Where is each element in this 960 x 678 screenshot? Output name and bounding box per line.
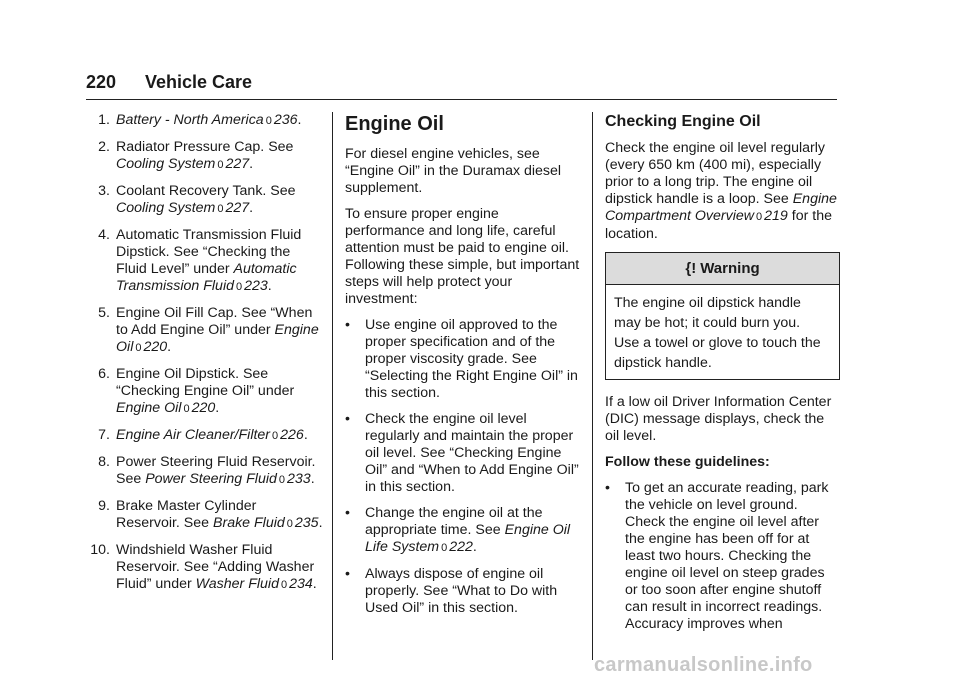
paragraph-engine-care: To ensure proper engine performance and long life, careful attention must be paid to engine oil. Following these simple, but important steps will help protect your investment: bbox=[345, 206, 580, 307]
body-text: . bbox=[215, 400, 220, 416]
bullet-icon: • bbox=[345, 411, 350, 427]
page-title: Vehicle Care bbox=[145, 72, 253, 92]
list-item-number: 5. bbox=[98, 305, 110, 321]
page-reference-icon: 0 bbox=[183, 403, 190, 415]
list-item-number: 8. bbox=[98, 454, 110, 470]
list-item-number: 10. bbox=[90, 542, 110, 558]
body-text: Check the engine oil level regularly and maintain the proper oil level. See “Checking Engine Oil” and “When to Add Engine Oil” in this section. bbox=[365, 411, 579, 495]
list-item-number: 7. bbox=[98, 427, 110, 443]
page-reference-icon: 0 bbox=[756, 211, 763, 223]
warning-label: Warning bbox=[700, 260, 760, 277]
body-text: . bbox=[312, 576, 317, 592]
cross-reference-text: Cooling System bbox=[116, 200, 216, 216]
body-text: Always dispose of engine oil properly. See “What to Do with Used Oil” in this section. bbox=[365, 566, 558, 616]
component-list bbox=[84, 112, 324, 594]
page-reference-icon: 0 bbox=[286, 518, 293, 530]
body-text: Brake Master Cylinder Reservoir. See bbox=[116, 498, 257, 531]
cross-reference-text: Battery - North America bbox=[116, 112, 264, 128]
column-divider-1 bbox=[332, 112, 333, 660]
bullet-icon: • bbox=[345, 505, 350, 521]
warning-header bbox=[606, 253, 839, 285]
paragraph-guidelines-heading: Follow these guidelines: bbox=[605, 454, 770, 470]
column-divider-2 bbox=[592, 112, 593, 660]
guidelines-bullet-list bbox=[605, 480, 840, 633]
body-text: Radiator Pressure Cap. See bbox=[116, 139, 294, 155]
body-text: Coolant Recovery Tank. See bbox=[116, 183, 296, 199]
page-reference-icon: 0 bbox=[135, 342, 142, 354]
column-components-list bbox=[84, 112, 324, 603]
page-reference-icon: 0 bbox=[441, 542, 448, 554]
cross-reference-text: Brake Fluid bbox=[213, 515, 285, 531]
list-item bbox=[84, 427, 324, 445]
engine-oil-bullet-list bbox=[345, 317, 580, 617]
cross-reference-text: Engine Air Cleaner/Filter bbox=[116, 427, 271, 443]
list-item-number: 6. bbox=[98, 366, 110, 382]
list-item-number: 2. bbox=[98, 139, 110, 155]
watermark-text: carmanualsonline.info bbox=[594, 654, 813, 676]
paragraph-check-level bbox=[605, 140, 840, 243]
page-reference-icon: 0 bbox=[217, 203, 224, 215]
page-reference-icon: 0 bbox=[280, 579, 288, 591]
cross-reference-text: Power Steering Fluid bbox=[145, 471, 277, 487]
list-item bbox=[84, 454, 324, 489]
column-checking-engine-oil bbox=[605, 112, 840, 642]
paragraph-dic-message: If a low oil Driver Information Center (DIC) message displays, check the oil level. bbox=[605, 394, 832, 444]
body-text: . bbox=[167, 339, 172, 355]
warning-line: may be hot; it could burn you. bbox=[614, 315, 801, 331]
cross-reference-text: 219 bbox=[764, 208, 788, 224]
list-item-number: 1. bbox=[98, 112, 110, 128]
list-item bbox=[84, 542, 324, 594]
list-item bbox=[84, 139, 324, 174]
list-item bbox=[84, 305, 324, 357]
warning-body bbox=[606, 285, 839, 379]
bullet-item bbox=[345, 505, 580, 557]
cross-reference-text: 233 bbox=[287, 471, 311, 487]
body-text: Change the engine oil at the appropriate time. See bbox=[365, 505, 543, 538]
cross-reference-text: Engine Oil bbox=[116, 400, 182, 416]
header-rule bbox=[86, 99, 837, 100]
body-text: for the location. bbox=[605, 208, 832, 242]
cross-reference-text: 227 bbox=[225, 156, 250, 172]
paragraph-diesel-note: For diesel engine vehicles, see “Engine Oil” in the Duramax diesel supplement. bbox=[345, 146, 562, 196]
list-item bbox=[84, 227, 324, 296]
body-text: Use engine oil approved to the proper specification and of the proper viscosity grade. See “Selecting the Right Engine Oil” in this section. bbox=[365, 317, 578, 401]
body-text: . bbox=[303, 427, 308, 443]
body-text: . bbox=[318, 515, 323, 531]
body-text: Engine Oil Dipstick. See “Checking Engine Oil” under bbox=[116, 366, 295, 399]
list-item bbox=[84, 112, 324, 130]
warning-box bbox=[605, 252, 840, 380]
list-item-number: 3. bbox=[98, 183, 110, 199]
body-text: . bbox=[297, 112, 302, 128]
cross-reference-text: Engine Oil Life System bbox=[365, 522, 571, 555]
section-title-checking-oil: Checking Engine Oil bbox=[605, 113, 761, 130]
body-text: Check the engine oil level regularly (every 650 km (400 mi), especially prior to a long trip. The engine oil dipstick handle is a loop. See bbox=[605, 140, 826, 207]
warning-line: The engine oil dipstick handle bbox=[614, 295, 801, 311]
page-reference-icon: 0 bbox=[265, 115, 272, 127]
bullet-item bbox=[605, 480, 840, 633]
list-item bbox=[84, 498, 324, 533]
warning-icon: {! bbox=[685, 260, 697, 277]
bullet-item bbox=[345, 317, 580, 402]
cross-reference-text: Engine Compartment Overview bbox=[605, 191, 837, 224]
warning-line: Use a towel or glove to touch the bbox=[614, 335, 821, 351]
body-text: Windshield Washer Fluid Reservoir. See “Adding Washer Fluid” under bbox=[116, 542, 315, 592]
list-item bbox=[84, 183, 324, 218]
body-text: . bbox=[267, 278, 272, 294]
page-reference-icon: 0 bbox=[272, 430, 279, 442]
bullet-icon: • bbox=[345, 317, 350, 333]
body-text: . bbox=[249, 200, 254, 216]
cross-reference-text: 227 bbox=[225, 200, 250, 216]
cross-reference-text: 236 bbox=[273, 112, 298, 128]
body-text: . bbox=[472, 539, 477, 555]
cross-reference-text: 235 bbox=[294, 515, 319, 531]
section-title-engine-oil: Engine Oil bbox=[345, 113, 444, 135]
cross-reference-text: 226 bbox=[280, 427, 304, 443]
page-reference-icon: 0 bbox=[217, 159, 224, 171]
list-item-number: 4. bbox=[98, 227, 110, 243]
bullet-item bbox=[345, 411, 580, 496]
list-item bbox=[84, 366, 324, 418]
bullet-icon: • bbox=[345, 566, 350, 582]
page-reference-icon: 0 bbox=[236, 281, 243, 293]
page-header bbox=[86, 68, 837, 100]
cross-reference-text: Cooling System bbox=[116, 156, 216, 172]
warning-line: dipstick handle. bbox=[614, 355, 712, 371]
bullet-item bbox=[345, 566, 580, 617]
body-text: To get an accurate reading, park the vehicle on level ground. Check the engine oil level after the engine has been off for at least two hours. Checking the engine oil level on steep grades or too soon after engine shutoff can result in incorrect readings. Accuracy improves when bbox=[625, 480, 829, 632]
column-engine-oil bbox=[345, 112, 580, 626]
body-text: Engine Oil Fill Cap. See “When to Add Engine Oil” under bbox=[116, 305, 313, 338]
body-text: Power Steering Fluid Reservoir. See bbox=[116, 454, 316, 487]
cross-reference-text: Automatic Transmission Fluid bbox=[116, 261, 297, 294]
cross-reference-text: 222 bbox=[449, 539, 473, 555]
bullet-icon: • bbox=[605, 480, 610, 496]
body-text: . bbox=[310, 471, 315, 487]
cross-reference-text: 220 bbox=[191, 400, 216, 416]
cross-reference-text: 220 bbox=[143, 339, 168, 355]
body-text: Automatic Transmission Fluid Dipstick. See “Checking the Fluid Level” under bbox=[116, 227, 302, 277]
cross-reference-text: Washer Fluid bbox=[195, 576, 279, 592]
page-number: 220 bbox=[86, 72, 117, 92]
cross-reference-text: Engine Oil bbox=[116, 322, 319, 355]
page-reference-icon: 0 bbox=[278, 474, 286, 486]
cross-reference-text: 234 bbox=[289, 576, 313, 592]
list-item-number: 9. bbox=[98, 498, 110, 514]
cross-reference-text: 223 bbox=[244, 278, 268, 294]
body-text: . bbox=[249, 156, 254, 172]
